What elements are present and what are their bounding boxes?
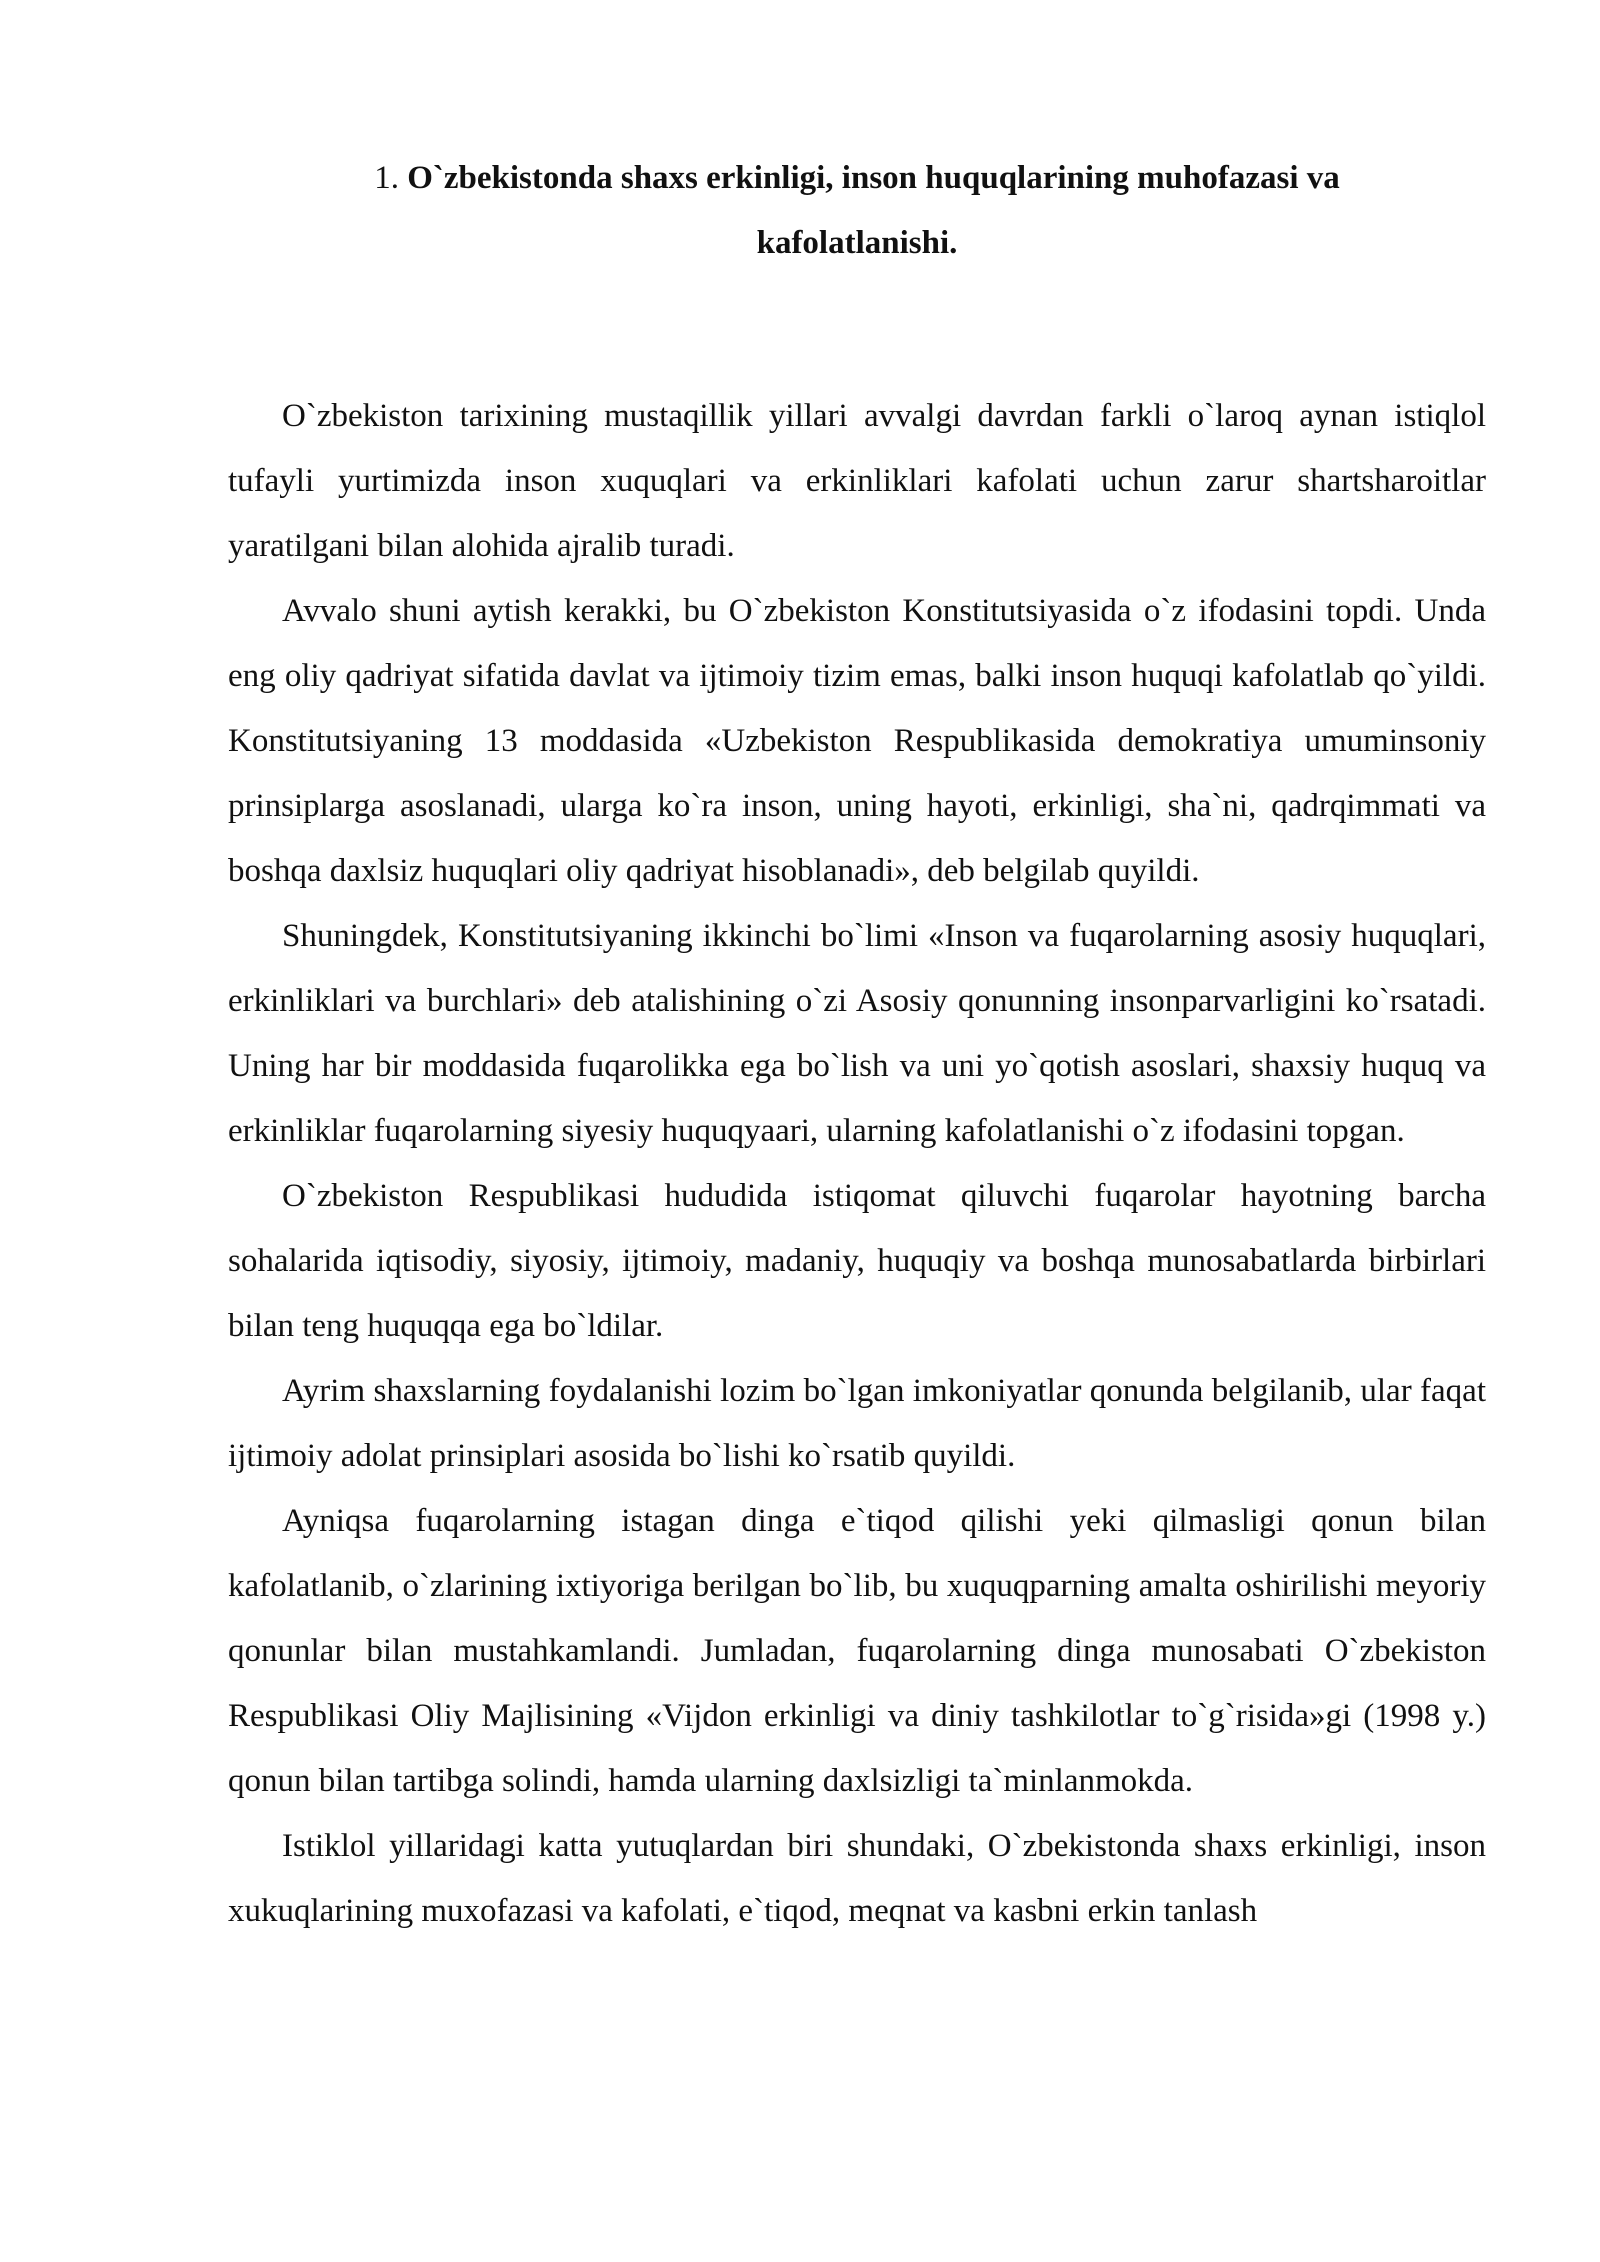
paragraph-2: Avvalo shuni aytish kerakki, bu O`zbekiston Konstitutsiyasida o`z ifodasini topdi. Unda eng oliy qadriyat sifatida davlat va ijtimoiy tizim emas, balki inson huquqi kafolatlab qo`yildi. Konstitutsiyaning 13 moddasida «Uzbekiston Respublikasida demokratiya umuminsoniy prinsiplarga asoslanadi, ularga ko`ra inson, uning hayoti, erkinligi, sha`ni, qadrqimmati va boshqa daxlsiz huquqlari oliy qadriyat hisoblanadi», deb belgilab quyildi. [228,593,1486,889]
paragraph-1: O`zbekiston tarixining mustaqillik yillari avvalgi davrdan farkli o`laroq aynan istiqlol tufayli yurtimizda inson xuquqlari va erkinliklari kafolati uchun zarur shartsharoitlar yaratilgani bilan alohida ajralib turadi. [228,398,1486,564]
paragraph-5: Ayrim shaxslarning foydalanishi lozim bo`lgan imkoniyatlar qonunda belgilanib, ular faqat ijtimoiy adolat prinsiplari asosida bo`lishi ko`rsatib quyildi. [228,1373,1486,1474]
section-number: 1. [374,160,408,196]
section-title: O`zbekistonda shaxs erkinligi, inson huquqlarining muhofazasi va kafolatlanishi. [407,160,1340,261]
paragraph-4: O`zbekiston Respublikasi hududida istiqomat qiluvchi fuqarolar hayotning barcha sohalarida iqtisodiy, siyosiy, ijtimoiy, madaniy, huquqiy va boshqa munosabatlarda birbirlari bilan teng huquqqa ega bo`ldilar. [228,1178,1486,1344]
paragraph-3: Shuningdek, Konstitutsiyaning ikkinchi bo`limi «Inson va fuqarolarning asosiy huquqlari, erkinliklari va burchlari» deb atalishining o`zi Asosiy qonunning insonparvarligini ko`rsatadi. Uning har bir moddasida fuqarolikka ega bo`lish va uni yo`qotish asoslari, shaxsiy huquq va erkinliklar fuqarolarning siyesiy huquqyaari, ularning kafolatlanishi o`z ifodasini topgan. [228,918,1486,1149]
paragraph-7: Istiklol yillaridagi katta yutuqlardan biri shundaki, O`zbekistonda shaxs erkinligi, inson xukuqlarining muxofazasi va kafolati, e`tiqod, meqnat va kasbni erkin tanlash [228,1828,1486,1929]
section-heading [228,146,1486,276]
document-body [228,146,1486,1944]
paragraph-6: Ayniqsa fuqarolarning istagan dinga e`tiqod qilishi yeki qilmasligi qonun bilan kafolatlanib, o`zlarining ixtiyoriga berilgan bo`lib, bu xuquqparning amalta oshirilishi meyoriy qonunlar bilan mustahkamlandi. Jumladan, fuqarolarning dinga munosabati O`zbekiston Respublikasi Oliy Majlisining «Vijdon erkinligi va diniy tashkilotlar to`g`risida»gi (1998 y.) qonun bilan tartibga solindi, hamda ularning daxlsizligi ta`minlanmokda. [228,1503,1486,1799]
